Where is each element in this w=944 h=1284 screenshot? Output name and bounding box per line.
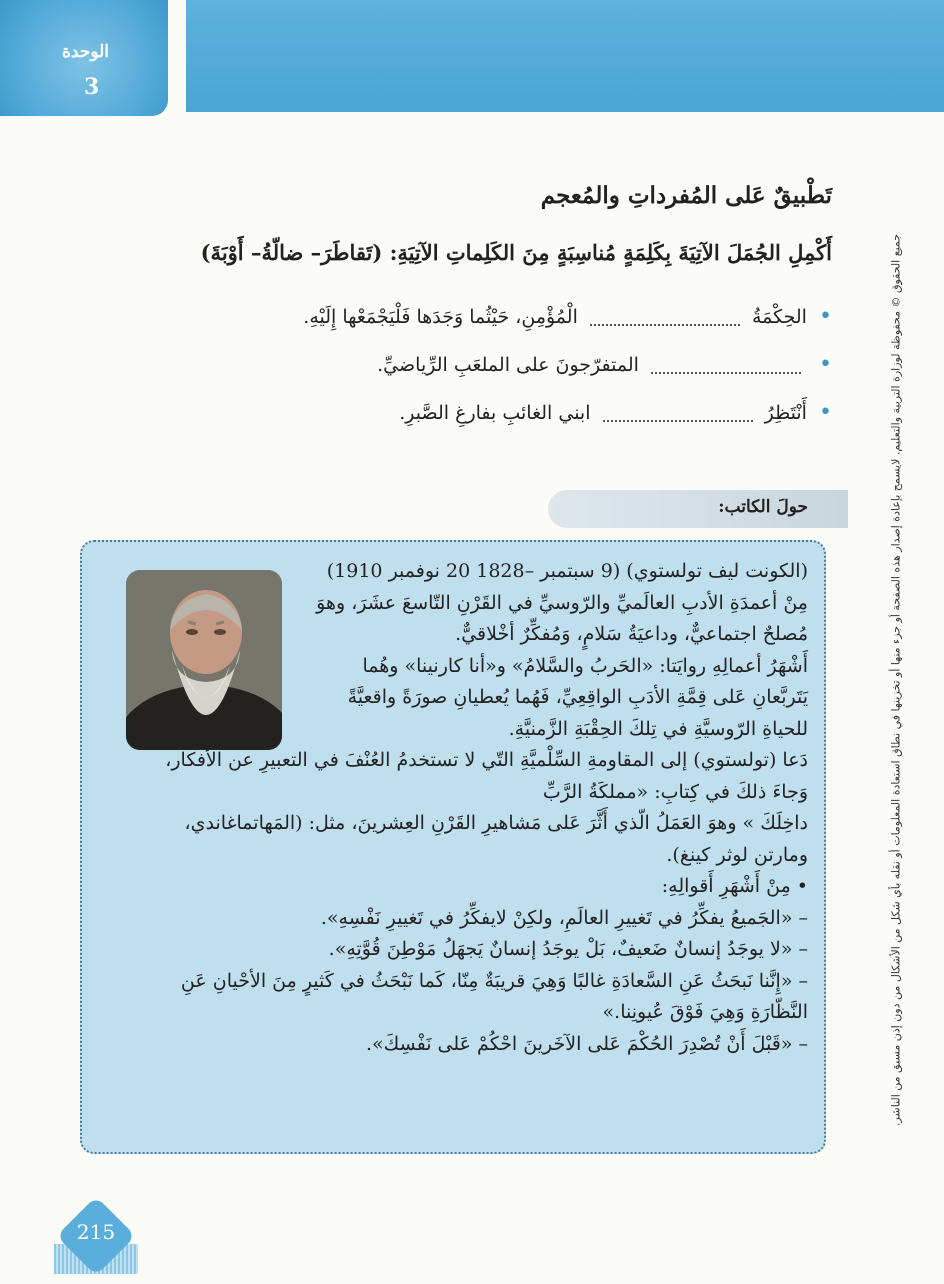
bio-line: للحياةِ الرّوسيَّةِ في تِلكَ الحِقْبَةِ الزَّمنيَّةِ. — [508, 717, 808, 740]
bio-line: مِنْ أعمدَةِ الأدبِ العالَميِّ والرّوسيِّ في القَرْنِ التّاسعَ عشَرَ، وهوَ — [316, 591, 808, 614]
unit-badge — [0, 0, 168, 116]
exercise-item — [132, 304, 832, 352]
answer-blank[interactable] — [651, 358, 801, 374]
bio-line: ومارتن لوثر كينغ). — [666, 843, 808, 866]
bio-line: داخِلَكَ » وهوَ العَمَلُ الّذي أَثَّرَ عَلى مَشاهيرِ القَرْنِ العِشرينَ، مثل: (المَهاتماغاندي، — [184, 812, 808, 834]
section-title: تَطْبيقٌ عَلى المُفرداتِ والمُعجم — [540, 182, 832, 209]
bullet-icon: • — [819, 400, 832, 425]
unit-label: الوحدة — [62, 42, 110, 62]
quote-line: النَّظّارَةِ وَهِيَ فَوْقَ عُيونِنا.» — [602, 1001, 808, 1023]
bio-line: وَجاءَ ذلكَ في كِتابِ: «مملكَةُ الرَّبِّ — [542, 780, 808, 803]
bio-line: مُصلحٌ اجتماعيٌّ، وداعيَةُ سَلامٍ، وَمُفكِّرٌ أخْلاقيٌّ. — [455, 623, 808, 645]
exercise-before: أَنْتَظِرُ — [764, 402, 807, 424]
copyright-text: جميع الحقوق © محفوظة لوزارة التربية والتعليم. لايسمح بإعادة إصدار هذه الصفحة أو جزء منها أو تخزينها في نطاق استعادة المعلومات أو نقله بأي شكل من الأشكال من دون إذن مسبق من الناشر. — [889, 233, 903, 1127]
exercise-item — [132, 352, 832, 400]
bullet-icon: • — [819, 352, 832, 377]
instruction: أَكْمِلِ الجُمَلَ الآتِيَةَ بِكَلِمَةٍ مُناسِبَةٍ مِنَ الكَلِماتِ الآتِيَةِ: (تَقاطَرَ– ضالّةُ– أَوْبَةَ) — [200, 240, 832, 265]
bio-line: (الكونت ليف تولستوي) (9 سبتمبر –1828 20 نوفمبر 1910) — [326, 560, 808, 582]
quote-line: – «لا يوجَدُ إنسانٌ ضَعيفٌ، بَلْ يوجَدُ إنسانٌ يَجهَلُ مَوْطِنَ قُوَّتِهِ». — [328, 938, 808, 960]
quote-line: – «إِنَّنا نَبحَثُ عَنِ السَّعادَةِ غالبًا وَهِيَ قريبَةٌ مِنّا، كَما نَبْحَثُ في كَثيرٍ مِنَ الأحْيانِ عَنِ — [180, 969, 808, 992]
bio-line: أَشْهَرُ أعمالِهِ روايَتا: «الحَربُ والسَّلامُ» و«أنا كارنينا» وهُما — [362, 654, 808, 677]
page-number-badge — [60, 1206, 132, 1266]
exercise-list — [132, 304, 832, 448]
bio-line: يَتَربَّعانِ عَلى قِمَّةِ الأدَبِ الواقِعِيِّ، فَهُما يُعطيانِ صورَةً واقعيَّةً — [347, 686, 808, 708]
answer-blank[interactable] — [590, 310, 740, 326]
bio-text — [96, 556, 808, 1060]
unit-tab — [0, 0, 186, 128]
quote-line: – «قَبْلَ أَنْ تُصْدِرَ الحُكْمَ عَلى الآخَرينَ احْكُمْ عَلى نَفْسِكَ». — [365, 1032, 808, 1055]
exercise-after: المتفرّجونَ على الملعَبِ الرِّياضيِّ. — [377, 354, 639, 376]
about-author-bar — [548, 490, 848, 528]
page-number: 215 — [76, 1220, 116, 1244]
exercise-before: الحِكْمَةُ — [751, 306, 807, 328]
exercise-item — [132, 400, 832, 448]
exercise-after: ابني الغائبِ بفارغِ الصَّبرِ. — [399, 402, 591, 424]
unit-number: 3 — [84, 74, 100, 100]
copyright-note — [866, 233, 926, 1127]
exercise-after: الْمُؤْمِنِ، حَيْثُما وَجَدَها فَلْيَجْمَعْها إِلَيْهِ. — [303, 306, 578, 328]
bio-line: دَعا (تولستوي) إلى المقاومةِ السِّلْميَّةِ التّي لا تستخدمُ العُنْفَ في التعبيرِ عن الأفكار، — [165, 749, 808, 771]
author-bio-box — [80, 540, 826, 1154]
answer-blank[interactable] — [603, 406, 753, 422]
quotes-heading: • مِنْ أَشْهَرِ أَقوالِهِ: — [661, 875, 808, 897]
quote-line: – «الجَميعُ يفكِّرُ في تَغييرِ العالَمِ، ولكِنْ لايفكِّرُ في تَغييرِ نَفْسِهِ». — [320, 906, 808, 929]
bullet-icon: • — [819, 304, 832, 329]
about-author-label: حولَ الكاتب: — [718, 497, 808, 517]
